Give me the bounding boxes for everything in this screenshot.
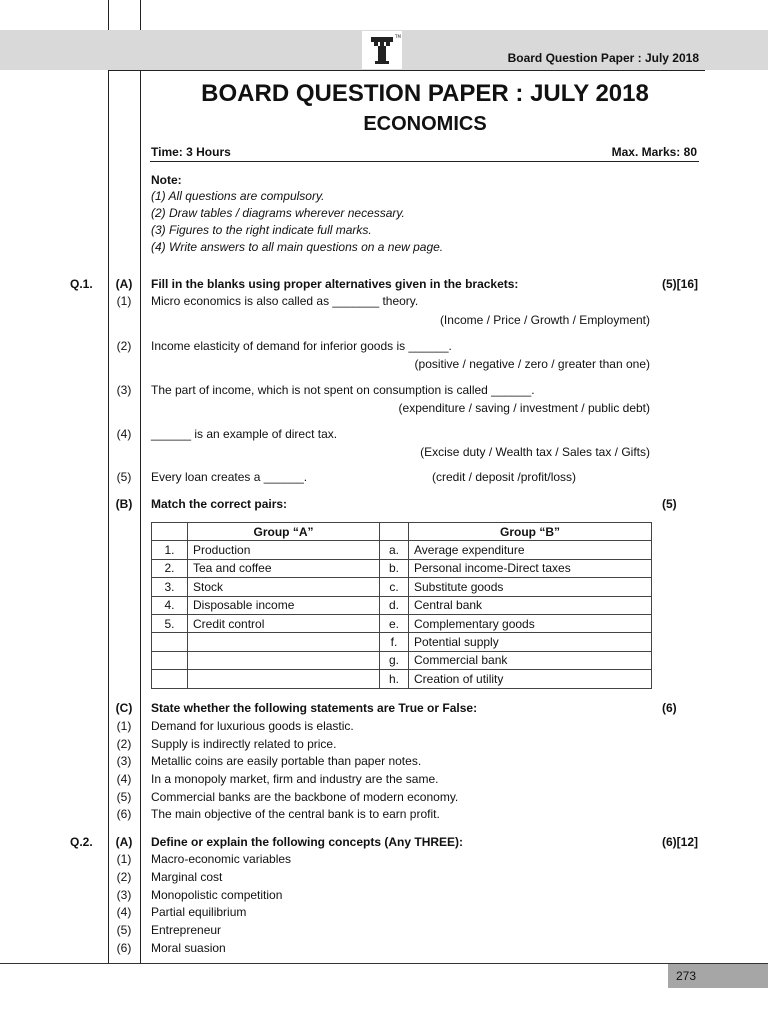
- section-marks: (6): [662, 701, 677, 715]
- table-cell: e.: [380, 614, 409, 632]
- note-line: (3) Figures to the right indicate full marks.: [151, 223, 372, 237]
- table-cell: Creation of utility: [409, 670, 652, 688]
- question-item: In a monopoly market, firm and industry are the same.: [151, 772, 439, 786]
- table-row: [152, 578, 652, 596]
- table-cell: f.: [380, 633, 409, 651]
- item-number: (5): [116, 923, 132, 937]
- time-label: Time: 3 Hours: [151, 145, 231, 159]
- table-cell: g.: [380, 651, 409, 669]
- max-marks-label: Max. Marks: 80: [611, 145, 697, 159]
- header-rule: [108, 70, 705, 71]
- item-number: (4): [116, 427, 132, 441]
- table-row: [152, 633, 652, 651]
- section-label: (A): [115, 277, 133, 291]
- question-item: Demand for luxurious goods is elastic.: [151, 719, 354, 733]
- question-item: Supply is indirectly related to price.: [151, 737, 337, 751]
- section-instruction: Match the correct pairs:: [151, 497, 288, 511]
- group-b-header: Group “B”: [409, 523, 652, 541]
- table-row: [152, 670, 652, 688]
- table-cell: d.: [380, 596, 409, 614]
- table-cell: Potential supply: [409, 633, 652, 651]
- svg-text:TM: TM: [395, 34, 401, 39]
- item-number: (1): [116, 294, 132, 308]
- table-row: [152, 596, 652, 614]
- question-item: Micro economics is also called as _______ theory.: [151, 294, 419, 308]
- table-header-cell: [152, 523, 188, 541]
- question-number: Q.2.: [70, 835, 93, 849]
- table-cell: Disposable income: [188, 596, 380, 614]
- note-line: (1) All questions are compulsory.: [151, 189, 325, 203]
- table-cell: [152, 651, 188, 669]
- table-cell: [188, 651, 380, 669]
- section-marks: (5): [662, 497, 677, 511]
- table-cell: Average expenditure: [409, 541, 652, 559]
- margin-line-right: [140, 0, 141, 963]
- table-cell: Credit control: [188, 614, 380, 632]
- table-cell: [188, 670, 380, 688]
- question-item: The part of income, which is not spent on consumption is called ______.: [151, 383, 535, 397]
- table-row: [152, 559, 652, 577]
- item-number: (3): [116, 754, 132, 768]
- table-cell: 2.: [152, 559, 188, 577]
- section-label: (B): [115, 497, 133, 511]
- item-number: (4): [116, 905, 132, 919]
- item-number: (2): [116, 870, 132, 884]
- table-header-row: [152, 523, 652, 541]
- item-number: (5): [116, 470, 132, 484]
- item-number: (3): [116, 888, 132, 902]
- table-cell: Substitute goods: [409, 578, 652, 596]
- table-cell: 4.: [152, 596, 188, 614]
- item-number: (1): [116, 719, 132, 733]
- item-number: (2): [116, 339, 132, 353]
- item-number: (2): [116, 737, 132, 751]
- group-a-header: Group “A”: [188, 523, 380, 541]
- note-line: (4) Write answers to all main questions on a new page.: [151, 240, 444, 254]
- question-item: Macro-economic variables: [151, 852, 292, 866]
- table-cell: b.: [380, 559, 409, 577]
- table-header-cell: [380, 523, 409, 541]
- table-cell: 1.: [152, 541, 188, 559]
- question-item: ______ is an example of direct tax.: [151, 427, 338, 441]
- running-header: Board Question Paper : July 2018: [507, 51, 699, 65]
- section-label: (A): [115, 835, 133, 849]
- item-number: (6): [116, 941, 132, 955]
- table-cell: Tea and coffee: [188, 559, 380, 577]
- item-number: (6): [116, 807, 132, 821]
- paper-title: BOARD QUESTION PAPER : JULY 2018: [201, 80, 649, 107]
- footer-rule: [0, 963, 768, 964]
- item-number: (4): [116, 772, 132, 786]
- section-instruction: Define or explain the following concepts (Any THREE):: [151, 835, 464, 849]
- section-marks: (5)[16]: [662, 277, 699, 291]
- question-item: Partial equilibrium: [151, 905, 247, 919]
- question-item: Entrepreneur: [151, 923, 222, 937]
- table-cell: Production: [188, 541, 380, 559]
- table-cell: [152, 670, 188, 688]
- section-instruction: State whether the following statements are True or False:: [151, 701, 478, 715]
- item-options: (Excise duty / Wealth tax / Sales tax / Gifts): [420, 445, 650, 459]
- item-number: (1): [116, 852, 132, 866]
- table-row: [152, 651, 652, 669]
- item-options: (credit / deposit /profit/loss): [432, 470, 577, 484]
- question-item: Metallic coins are easily portable than paper notes.: [151, 754, 422, 768]
- item-number: (3): [116, 383, 132, 397]
- question-item: Moral suasion: [151, 941, 226, 955]
- table-cell: h.: [380, 670, 409, 688]
- item-options: (Income / Price / Growth / Employment): [439, 313, 650, 327]
- section-marks: (6)[12]: [662, 835, 699, 849]
- question-item: The main objective of the central bank is to earn profit.: [151, 807, 440, 821]
- table-cell: Stock: [188, 578, 380, 596]
- question-item: Marginal cost: [151, 870, 223, 884]
- question-item: Every loan creates a ______.: [151, 470, 308, 484]
- match-pairs-table: [151, 522, 652, 689]
- table-cell: Commercial bank: [409, 651, 652, 669]
- table-cell: Complementary goods: [409, 614, 652, 632]
- margin-line-left: [108, 0, 109, 963]
- question-item: Monopolistic competition: [151, 888, 283, 902]
- table-row: [152, 614, 652, 632]
- note-heading: Note:: [151, 173, 182, 187]
- table-cell: c.: [380, 578, 409, 596]
- table-row: [152, 541, 652, 559]
- table-cell: 3.: [152, 578, 188, 596]
- question-number: Q.1.: [70, 277, 93, 291]
- page-number-box: [668, 964, 768, 988]
- table-cell: Central bank: [409, 596, 652, 614]
- item-options: (expenditure / saving / investment / public debt): [398, 401, 650, 415]
- table-cell: Personal income-Direct taxes: [409, 559, 652, 577]
- section-label: (C): [115, 701, 133, 715]
- note-line: (2) Draw tables / diagrams wherever necessary.: [151, 206, 405, 220]
- table-cell: 5.: [152, 614, 188, 632]
- item-number: (5): [116, 790, 132, 804]
- table-cell: a.: [380, 541, 409, 559]
- item-options: (positive / negative / zero / greater than one): [414, 357, 650, 371]
- question-item: Income elasticity of demand for inferior goods is ______.: [151, 339, 452, 353]
- meta-row: [150, 145, 699, 161]
- subject-title: ECONOMICS: [363, 113, 487, 135]
- table-cell: [188, 633, 380, 651]
- table-cell: [152, 633, 188, 651]
- question-item: Commercial banks are the backbone of modern economy.: [151, 790, 459, 804]
- meta-rule: [150, 161, 699, 162]
- section-instruction: Fill in the blanks using proper alternatives given in the brackets:: [151, 277, 519, 291]
- page-number: 273: [675, 969, 697, 983]
